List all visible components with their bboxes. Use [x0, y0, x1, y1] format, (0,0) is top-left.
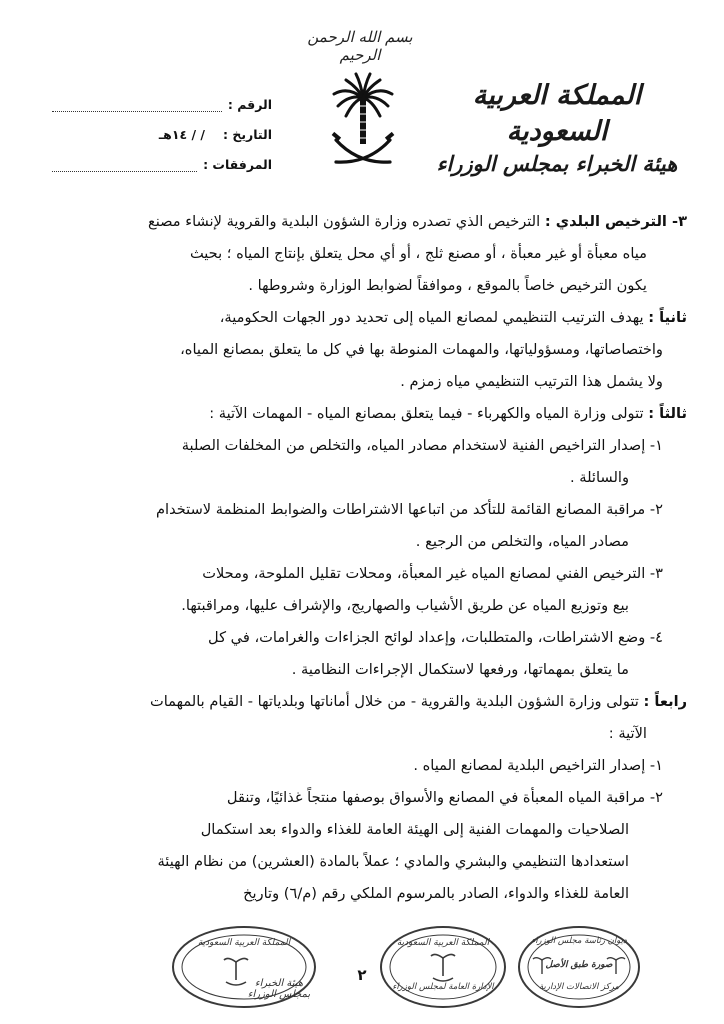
third-item-3-line-2: بيع وتوزيع المياه عن طريق الأشياب والصهاريج، والإشراف عليها، ومراقبتها. [181, 597, 629, 614]
reference-date-row [52, 112, 272, 142]
authority-name: هيئة الخبراء بمجلس الوزراء [436, 151, 678, 176]
document-body [42, 206, 687, 910]
fourth-item-2-line-1: ٢- مراقبة المياه المعبأة في المصانع والأسواق بوصفها منتجاً غذائيًا، وتنقل [226, 789, 663, 806]
third-item-4-line-2: ما يتعلق بمهماتها، ورفعها لاستكمال الإجراءات النظامية . [291, 661, 629, 678]
attachments-line [52, 157, 197, 172]
stamp-right-bottom: مركز الاتصالات الإدارية [538, 982, 620, 992]
date-label: التاريخ : [222, 127, 272, 142]
section-fourth [42, 686, 687, 910]
stamp-right-middle: صورة طبق الأصل [545, 960, 613, 970]
second-line-2: واختصاصاتها، ومسؤولياتها، والمهمات المنوطة بها في كل ما يتعلق بمصانع المياه، [180, 341, 663, 358]
second-title: ثانياً : [648, 309, 687, 326]
third-title: ثالثاً : [648, 405, 687, 422]
second-line-3: ولا يشمل هذا الترتيب التنظيمي مياه زمزم . [400, 373, 663, 390]
government-letterhead [432, 78, 682, 178]
item3-line-2: مياه معبأة أو غير معبأة ، أو مصنع ثلج ، أو أي محل يتعلق بإنتاج المياه ؛ بحيث [189, 245, 647, 262]
fourth-title: رابعاً : [643, 693, 687, 710]
item3-title: ٣- الترخيص البلدي : [544, 213, 687, 230]
definition-item-3 [42, 206, 687, 302]
palm-and-swords-emblem-icon [328, 68, 398, 178]
third-item-1-line-2: والسائلة . [569, 469, 629, 486]
kingdom-name: المملكة العربية السعودية [472, 80, 642, 147]
section-second [42, 302, 687, 398]
item3-line-3: يكون الترخيص خاصاً بالموقع ، وموافقاً لضوابط الوزارة وشروطها . [248, 277, 647, 294]
third-item-4-line-1: ٤- وضع الاشتراطات، والمتطلبات، وإعداد لوائح الجزاءات والغرامات، في كل [208, 629, 663, 646]
stamp-middle-bottom: الإدارة العامة لمجلس الوزراء [392, 982, 494, 992]
third-intro: تتولى وزارة المياه والكهرباء - فيما يتعلق بمصانع المياه - المهمات الآتية : [209, 405, 644, 422]
fourth-intro-line-2: الآتية : [608, 725, 647, 742]
stamp-middle-top: المملكة العربية السعودية [396, 938, 490, 948]
stamp-cabinet-administration [378, 924, 508, 1010]
stamp-true-copy [516, 924, 642, 1010]
fourth-item-2-line-4: العامة للغذاء والدواء، الصادر بالمرسوم الملكي رقم (م/٦) وتاريخ [243, 885, 629, 902]
attachments-row [52, 142, 272, 172]
oval-stamp-icon [378, 924, 508, 1010]
basmala: بسم الله الرحمن الرحيم [307, 28, 413, 64]
number-label: الرقم : [227, 97, 272, 112]
fourth-item-1-line-1: ١- إصدار التراخيص البلدية لمصانع المياه . [413, 757, 663, 774]
number-line [52, 97, 222, 112]
reference-block [52, 82, 272, 172]
third-item-3-line-1: ٣- الترخيص الفني لمصانع المياه غير المعبأة، ومحلات تقليل الملوحة، ومحلات [202, 565, 663, 582]
third-item-2-line-1: ٢- مراقبة المصانع القائمة للتأكد من اتباعها الاشتراطات والضوابط المنظمة لاستخدام [156, 501, 663, 518]
page-number: ٢ [357, 966, 367, 984]
attachments-label: المرفقات : [203, 157, 272, 172]
section-third [42, 398, 687, 686]
stamp-left-bottom: هيئة الخبراء بمجلس الوزراء [247, 978, 311, 1000]
stamp-experts-commission [170, 924, 318, 1010]
item3-line-1: الترخيص الذي تصدره وزارة الشؤون البلدية والقروية لإنشاء مصنع [147, 213, 541, 230]
fourth-intro-line-1: تتولى وزارة الشؤون البلدية والقروية - من خلال أماناتها وبلدياتها - القيام بالمهمات [149, 693, 639, 710]
stamp-left-top: المملكة العربية السعودية [197, 938, 291, 948]
third-item-1-line-1: ١- إصدار التراخيص الفنية لاستخدام مصادر المياه، والتخلص من المخلفات الصلبة [181, 437, 663, 454]
date-value: / / ١٤هـ [158, 127, 205, 142]
fourth-item-2-line-3: استعدادها التنظيمي والبشري والمادي ؛ عملاً بالمادة (العشرين) من نظام الهيئة [157, 853, 629, 870]
stamp-right-top: ديوان رئاسة مجلس الوزراء [531, 936, 627, 946]
fourth-item-2-line-2: الصلاحيات والمهمات الفنية إلى الهيئة العامة للغذاء والدواء بعد استكمال [200, 821, 629, 838]
reference-number-row [52, 82, 272, 112]
third-item-2-line-2: مصادر المياه، والتخلص من الرجيع . [415, 533, 629, 550]
second-line-1: يهدف الترتيب التنظيمي لمصانع المياه إلى تحديد دور الجهات الحكومية، [219, 309, 644, 326]
